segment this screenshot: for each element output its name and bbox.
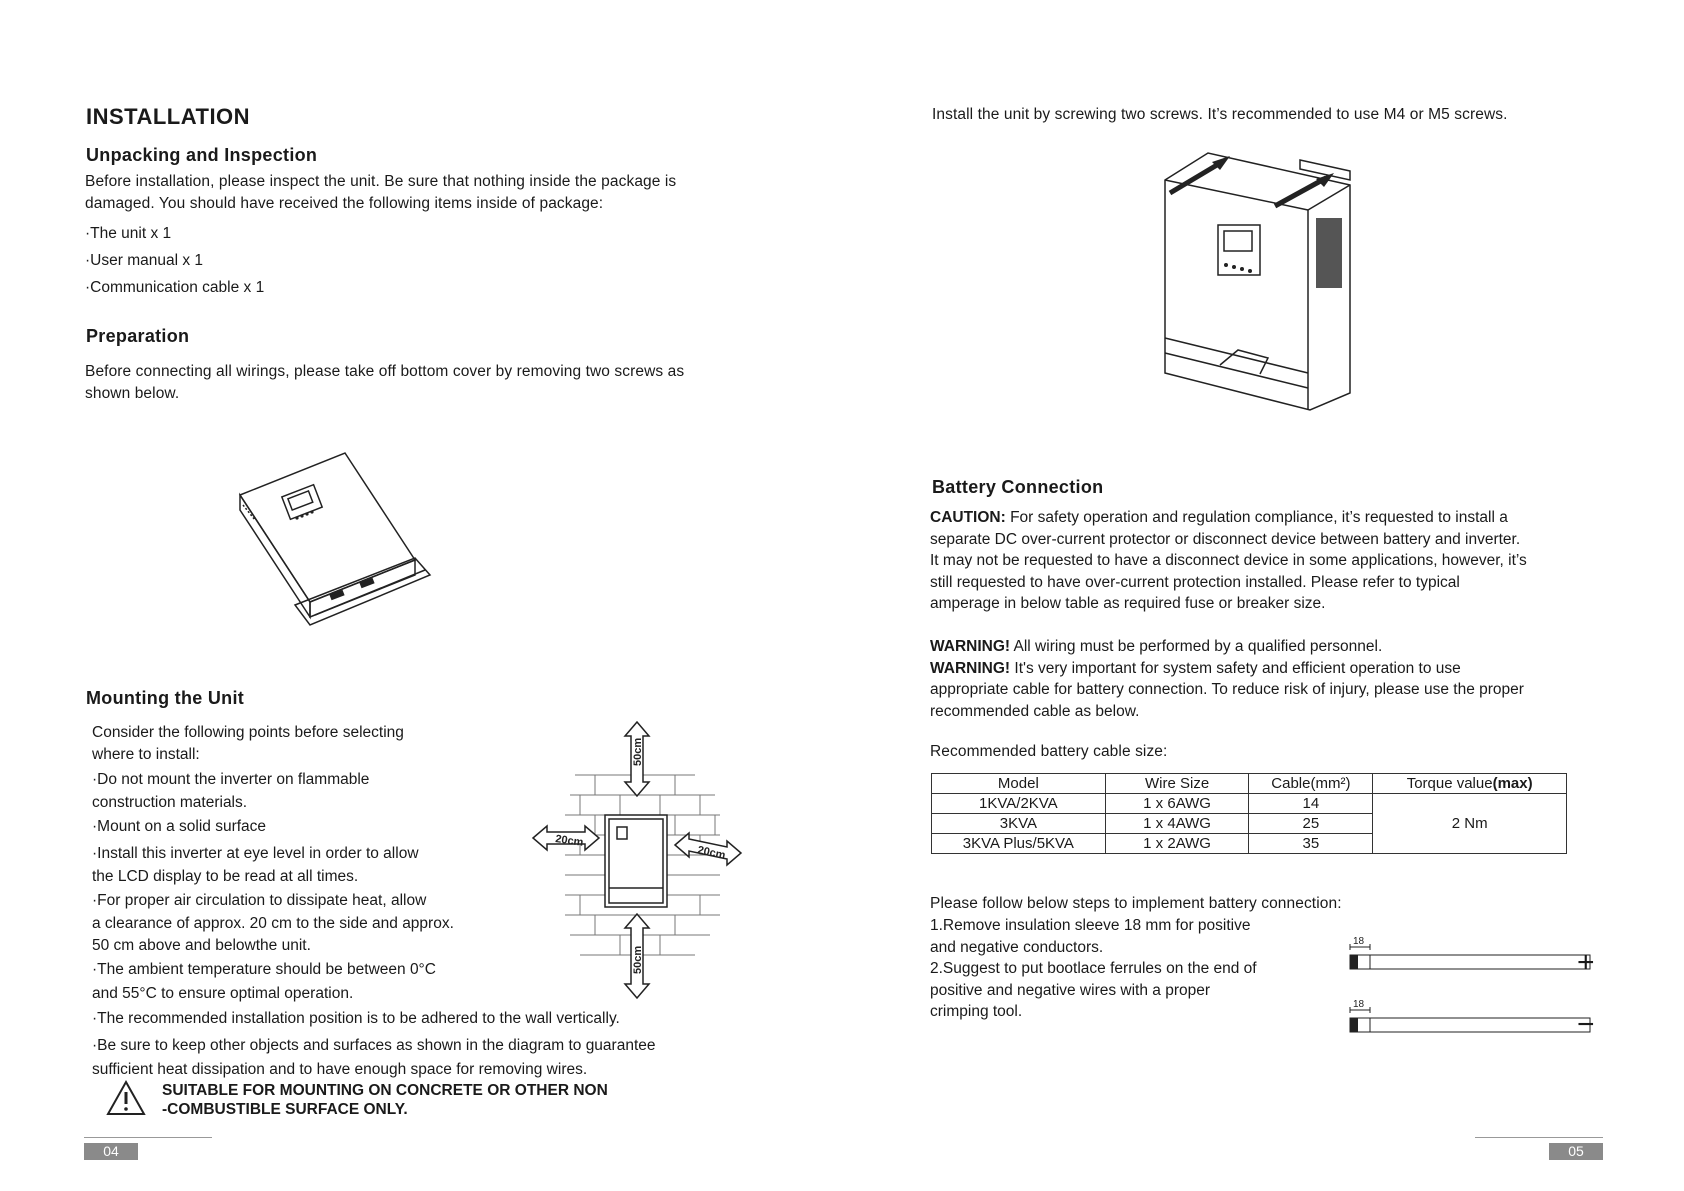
mounting-heading: Mounting the Unit <box>86 688 245 708</box>
mounting-surface-warning: SUITABLE FOR MOUNTING ON CONCRETE OR OTHER NON -COMBUSTIBLE SURFACE ONLY. <box>162 1082 608 1118</box>
page-number: 05 <box>1549 1143 1603 1160</box>
wire-strip-diagram <box>1345 935 1585 1045</box>
clearance-top-label: 50cm <box>632 737 644 766</box>
mounting-clearance-diagram <box>525 720 750 1000</box>
inverter-bottom-cover-illustration <box>235 450 435 635</box>
page-title: INSTALLATION <box>86 104 251 129</box>
screws-instruction: Install the unit by screwing two screws. It’s recommended to use M4 or M5 screws. <box>932 106 1508 123</box>
package-item: ·Communication cable x 1 <box>85 279 265 296</box>
package-item: ·User manual x 1 <box>85 252 204 269</box>
positive-symbol: + <box>1577 946 1595 979</box>
header-model: Model <box>932 774 1106 794</box>
unpacking-heading: Unpacking and Inspection <box>86 145 318 165</box>
table-caption: Recommended battery cable size: <box>930 743 1168 760</box>
clearance-bottom-label: 50cm <box>632 945 644 974</box>
package-item: ·The unit x 1 <box>85 225 172 242</box>
connection-steps: 1.Remove insulation sleeve 18 mm for positive and negative conductors. 2.Suggest to put bootlace ferrules on the end of positive and negative wires with a proper crimping tool. <box>930 917 1257 1020</box>
preparation-heading: Preparation <box>86 326 190 346</box>
cable-size-table <box>931 773 1567 854</box>
steps-intro: Please follow below steps to implement battery connection: <box>930 895 1342 912</box>
torque-value: 2 Nm <box>1373 794 1567 854</box>
header-cable: Cable(mm²) <box>1249 774 1373 794</box>
footer-rule <box>1475 1137 1603 1138</box>
header-wire-size: Wire Size <box>1105 774 1249 794</box>
table-row: 3KVA Plus/5KVA 1 x 2AWG 35 <box>932 834 1567 854</box>
battery-heading: Battery Connection <box>932 477 1104 497</box>
battery-warnings: WARNING! All wiring must be performed by a qualified personnel. WARNING! It's very important for system safety and efficient operation to use appropriate cable for battery connection. To reduce risk of injury, please use the proper recommended cable as below. <box>930 638 1524 720</box>
header-torque: Torque value(max) <box>1373 774 1567 794</box>
preparation-text: Before connecting all wirings, please take off bottom cover by removing two screws as shown below. <box>85 363 685 402</box>
warning-icon <box>106 1080 146 1116</box>
table-row: 3KVA 1 x 4AWG 25 <box>932 814 1567 834</box>
negative-strip-length: 18 <box>1353 999 1365 1010</box>
negative-symbol: − <box>1577 1008 1595 1041</box>
positive-strip-length: 18 <box>1353 936 1365 947</box>
inverter-wall-mount-illustration <box>1150 148 1365 416</box>
page-number: 04 <box>84 1143 138 1160</box>
clearance-left-label: 20cm <box>554 833 585 849</box>
clearance-right-label: 20cm <box>696 844 727 862</box>
battery-caution: CAUTION: For safety operation and regulation compliance, it’s requested to install a separate DC over-current protector or disconnect device between battery and inverter. It may not be requested to have a disconnect device in some applications, however, it’s still requested to have over-current protection installed. Please refer to typical amperage in below table as required fuse or breaker size. <box>930 509 1527 612</box>
footer-rule <box>84 1137 212 1138</box>
table-header-row <box>932 774 1567 794</box>
unpacking-intro: Before installation, please inspect the unit. Be sure that nothing inside the package is damaged. You should have received the following items inside of package: <box>85 173 677 212</box>
table-row: 1KVA/2KVA 1 x 6AWG 14 2 Nm <box>932 794 1567 814</box>
